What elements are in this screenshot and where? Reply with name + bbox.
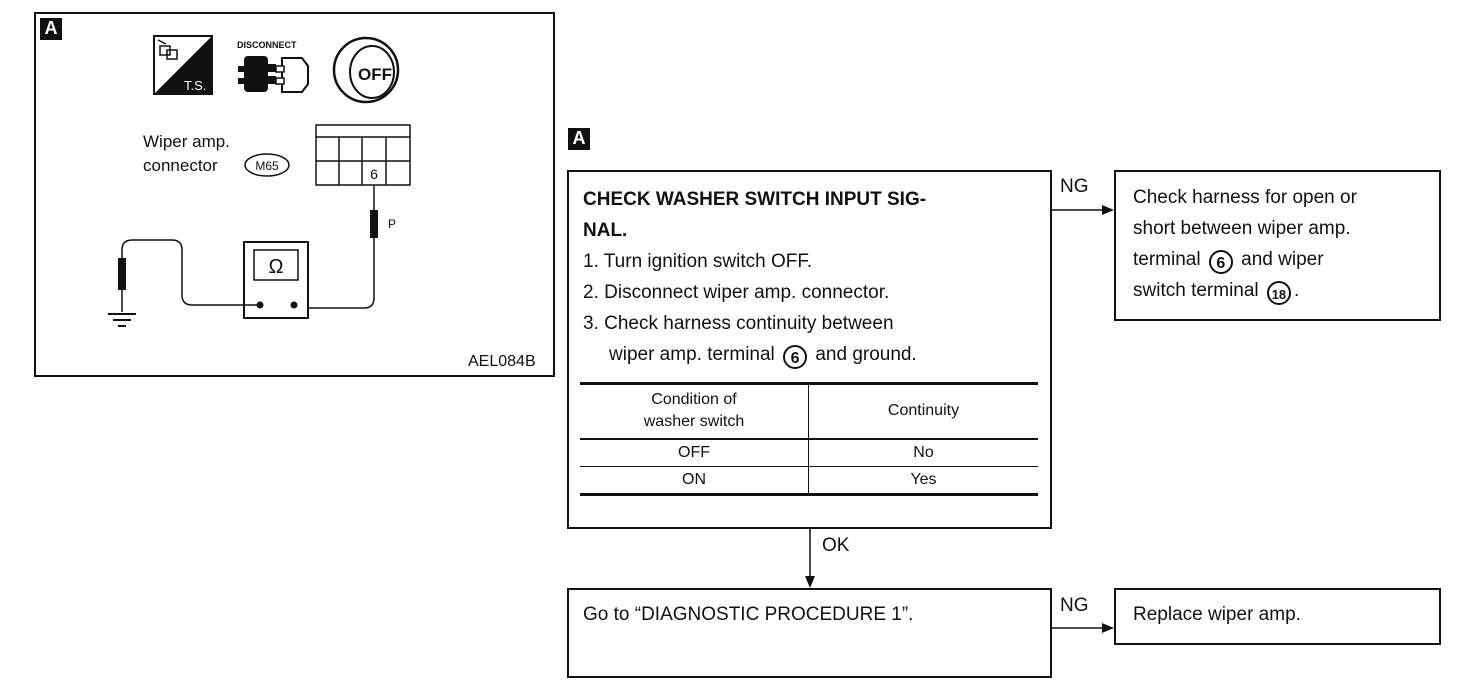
harness-line1: Check harness for open or [1133, 187, 1357, 208]
check-harness-box [1114, 170, 1441, 321]
terminal-6-badge: 6 [1209, 250, 1233, 274]
ohm-symbol: Ω [268, 256, 284, 278]
header-continuity: Continuity [887, 402, 960, 420]
ignition-off-icon [334, 38, 398, 102]
row-continuity: No [913, 443, 934, 461]
wiring-illustration [36, 14, 553, 375]
check-step-3-line2 [609, 339, 917, 370]
header-condition-line1: Condition of [651, 391, 737, 409]
row-continuity: Yes [910, 471, 937, 488]
arrow-head-ng-2 [1102, 623, 1114, 633]
header-condition-line2: washer switch [643, 413, 745, 431]
ground-icon [108, 314, 136, 326]
figure-code: AEL084B [468, 353, 536, 370]
flowchart-badge: A [568, 128, 590, 150]
terminal-number: 6 [370, 166, 378, 182]
check-step-3-post: and ground. [815, 344, 917, 365]
header-condition [580, 384, 809, 439]
illustration-badge: A [40, 18, 62, 40]
connector-label-line1: Wiper amp. [143, 132, 230, 151]
harness-line3-post: and wiper [1241, 249, 1324, 270]
disconnect-label: DISCONNECT [237, 40, 297, 50]
check-step-1: 1. Turn ignition switch OFF. [583, 251, 813, 272]
continuity-table [580, 382, 1038, 496]
check-title-line1: CHECK WASHER SWITCH INPUT SIG- [583, 189, 927, 210]
illustration-panel [34, 12, 555, 377]
harness-line4-pre: switch terminal [1133, 280, 1259, 301]
replace-text: Replace wiper amp. [1133, 604, 1301, 625]
connector-id: M65 [255, 159, 279, 173]
diagnostic-procedure-text: Go to “DIAGNOSTIC PROCEDURE 1”. [583, 604, 914, 625]
ts-icon [154, 36, 212, 94]
replace-wiper-amp-box [1114, 588, 1441, 645]
harness-line2: short between wiper amp. [1133, 218, 1351, 239]
off-label: OFF [358, 65, 392, 84]
row-condition: ON [580, 467, 809, 495]
check-step-3-line1: 3. Check harness continuity between [583, 313, 894, 334]
ok-label: OK [822, 535, 850, 556]
harness-line4-post: . [1293, 280, 1300, 301]
row-condition: OFF [580, 439, 809, 467]
probe-label: P [388, 217, 397, 231]
harness-line3 [1133, 244, 1324, 275]
arrow-head-ng-1 [1102, 205, 1114, 215]
harness-line3-pre: terminal [1133, 249, 1201, 270]
harness-line4 [1133, 275, 1299, 306]
table-row [580, 467, 1038, 495]
ng-label-1: NG [1060, 176, 1089, 197]
arrow-head-ok [805, 576, 815, 588]
check-washer-switch-box [567, 170, 1052, 529]
table-row [580, 439, 1038, 467]
connector-label-line2: connector [143, 156, 218, 175]
terminal-18-badge: 18 [1267, 281, 1291, 305]
ts-label: T.S. [184, 78, 207, 93]
ground-probe [118, 258, 126, 290]
check-step-2: 2. Disconnect wiper amp. connector. [583, 282, 890, 303]
terminal-6-badge: 6 [783, 345, 807, 369]
diagnostic-procedure-box [567, 588, 1052, 678]
check-title-line2: NAL. [583, 220, 628, 241]
connector-grid [316, 125, 410, 185]
continuity-table-header [580, 384, 1038, 439]
disconnect-connector-icon [237, 40, 308, 92]
ohmmeter [244, 242, 308, 318]
ng-label-2: NG [1060, 595, 1089, 616]
probe-tip [370, 210, 378, 238]
check-step-3-pre: wiper amp. terminal [609, 344, 775, 365]
